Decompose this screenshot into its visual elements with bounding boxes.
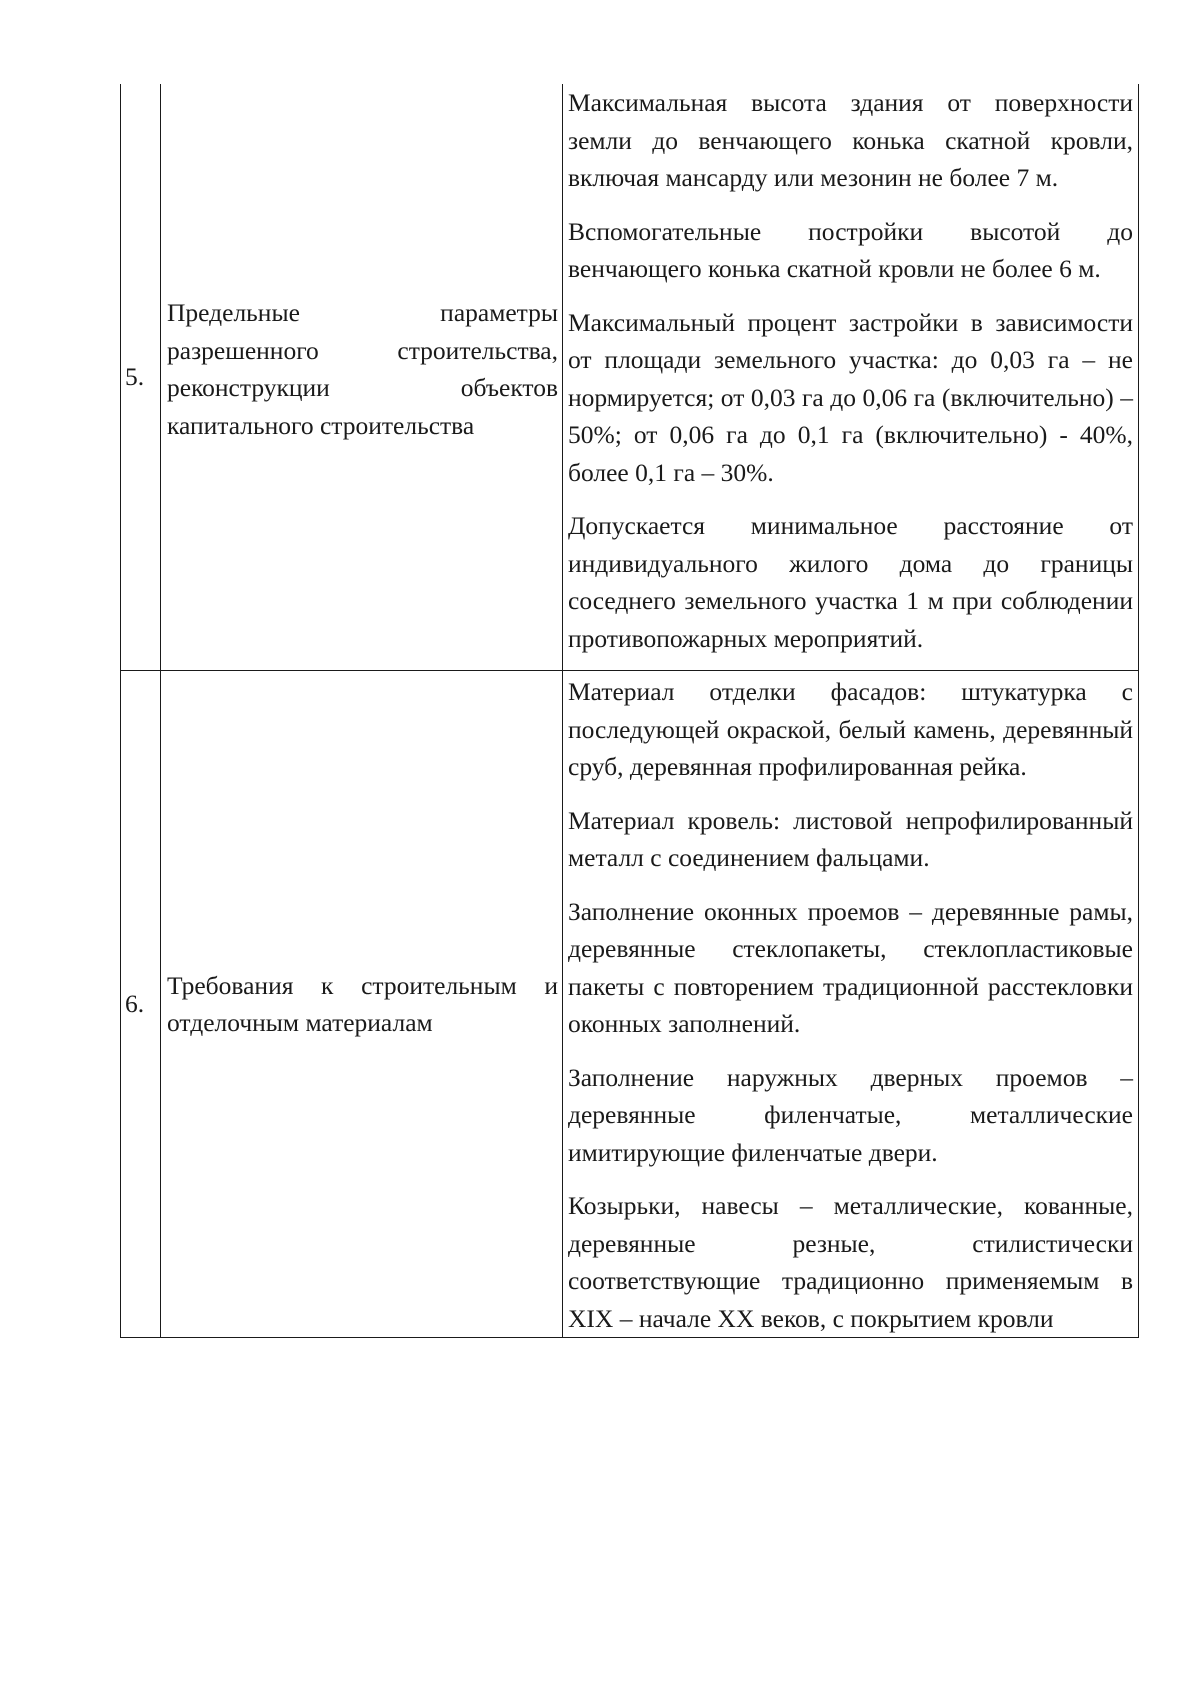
requirements-table [120, 84, 1139, 1338]
description-paragraph: Вспомогательные постройки высотой до венчающего конька скатной кровли не более 6 м. [568, 216, 1133, 283]
description-paragraph: Заполнение оконных проемов – деревянные рамы, деревянные стеклопакеты, стеклопластиковые пакеты с повторением традиционной расстекловки оконных заполнений. [568, 896, 1133, 1038]
parameter-description [563, 84, 1139, 671]
row-number: 6. [121, 671, 161, 1338]
description-paragraph: Материал отделки фасадов: штукатурка с последующей окраской, белый камень, деревянный сруб, деревянная профилированная рейка. [568, 677, 1133, 781]
description-paragraph: Материал кровель: листовой непрофилированный металл с соединением фальцами. [568, 805, 1133, 872]
description-paragraph: Максимальный процент застройки в зависимости от площади земельного участка: до 0,03 га – не нормируется; от 0,03 га до 0,06 га (включительно) – 50%; от 0,06 га до 0,1 га (включительно) - 40%, более 0,1 га – 30%. [568, 307, 1133, 487]
description-paragraph: Допускается минимальное расстояние от индивидуального жилого дома до границы соседнего земельного участка 1 м при соблюдении противопожарных мероприятий. [568, 511, 1133, 653]
parameter-name: Требования к строительным и отделочным материалам [161, 671, 563, 1338]
parameter-description [563, 671, 1139, 1338]
parameter-name: Предельные параметры разрешенного строительства, реконструкции объектов капитального строительства [161, 84, 563, 671]
table-row [121, 671, 1139, 1338]
description-paragraph: Козырьки, навесы – металлические, кованные, деревянные резные, стилистически соответствующие традиционно применяемым в XIX – начале XX веков, с покрытием кровли [568, 1191, 1133, 1333]
table-row [121, 84, 1139, 671]
description-paragraph: Заполнение наружных дверных проемов – деревянные филенчатые, металлические имитирующие филенчатые двери. [568, 1062, 1133, 1167]
description-paragraph: Максимальная высота здания от поверхности земли до венчающего конька скатной кровли, включая мансарду или мезонин не более 7 м. [568, 88, 1133, 192]
row-number: 5. [121, 84, 161, 671]
